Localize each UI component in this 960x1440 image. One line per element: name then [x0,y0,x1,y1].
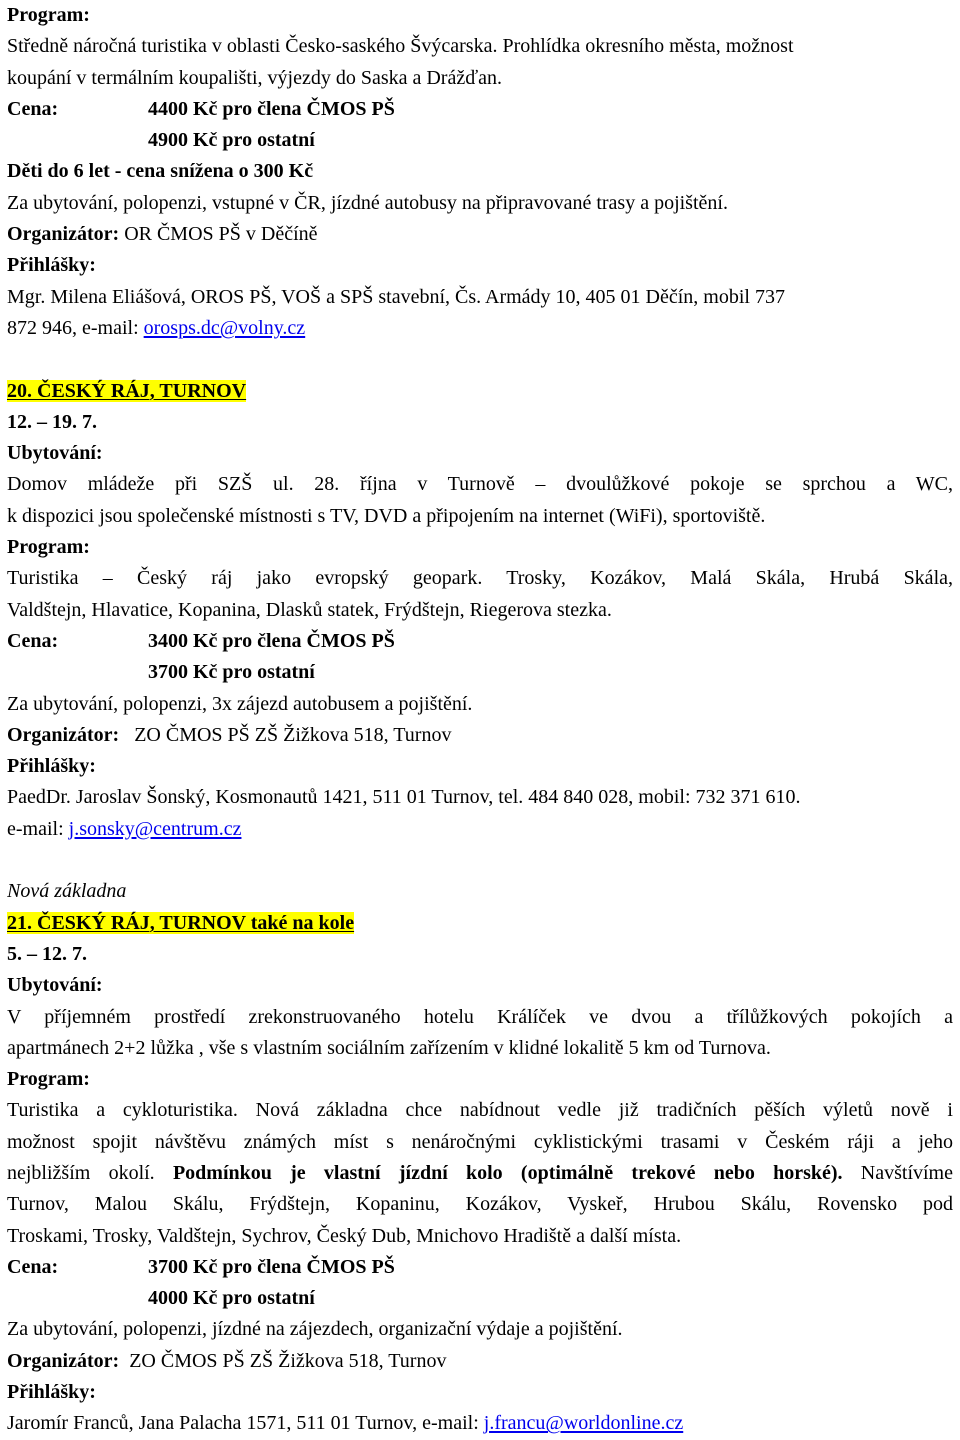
s20-title [7,376,953,407]
s21-email-link[interactable]: j.francu@worldonline.cz [483,1412,684,1435]
s1-program-label: Program: [7,4,90,26]
s1-organizer [7,219,953,250]
s20-price-label: Cena: [7,629,59,652]
s20-accommodation-line-1: Domov mládeže při SZŠ ul. 28. října v Turnově – dvoulůžkové pokoje se sprchou a WC, [7,473,953,496]
s21-accommodation-line-1: V příjemném prostředí zrekonstruovaného hotelu Králíček ve dvou a třílůžkových pokojích a [7,1005,953,1028]
s21-accommodation-label: Ubytování: [7,974,103,997]
s21-applications-label: Přihlášky: [7,1381,96,1404]
s21-price-other-value: 4000 Kč pro ostatní [148,1287,315,1310]
s21-program-line-2: možnost spojit návštěvu známých míst s nenáročnými cyklistickými trasami v Českém ráji a jeho [7,1130,953,1153]
s21-price-member-value: 3700 Kč pro člena ČMOS PŠ [148,1255,395,1278]
s1-contact-line-1: Mgr. Milena Eliášová, OROS PŠ, VOŠ a SPŠ stavební, Čs. Armády 10, 405 01 Děčín, mobil 737 [7,285,785,308]
s1-contact-line-2 [7,313,953,344]
s1-organizer-value: OR ČMOS PŠ v Děčíně [124,223,318,246]
s1-price-member [7,94,953,125]
s1-program-line-2: koupání v termálním koupališti, výjezdy do Saska a Drážďan. [7,66,503,89]
s20-contact-line-2 [7,814,953,845]
s20-organizer-value: ZO ČMOS PŠ ZŠ Žižkova 518, Turnov [134,723,452,746]
s20-contact-prefix: e-mail: [7,817,69,840]
s20-title-text: 20. ČESKÝ RÁJ, TURNOV [7,379,247,402]
s21-program-line-5: Troskami, Trosky, Valdštejn, Sychrov, Český Dub, Mnichovo Hradiště a další místa. [7,1224,682,1247]
s21-price-other [7,1283,953,1314]
s20-program-line-2: Valdštejn, Hlavatice, Kopanina, Dlasků statek, Frýdštejn, Riegerova stezka. [7,598,612,621]
s21-program-label: Program: [7,1068,90,1091]
s20-email-link[interactable]: j.sonsky@centrum.cz [68,817,242,840]
s20-dates: 12. – 19. 7. [7,410,97,433]
s1-includes: Za ubytování, polopenzi, vstupné v ČR, jízdné autobusy na připravované trasy a pojištění. [7,191,728,214]
s20-price-other-value: 3700 Kč pro ostatní [148,661,315,684]
s20-accommodation-label: Ubytování: [7,442,103,465]
s1-applications-label: Přihlášky: [7,254,96,277]
s21-contact [7,1408,953,1439]
s21-includes: Za ubytování, polopenzi, jízdné na zájezdech, organizační výdaje a pojištění. [7,1318,623,1341]
s1-program-line-1: Středně náročná turistika v oblasti Česko-saského Švýcarska. Prohlídka okresního města, možnost [7,35,794,58]
s20-price-member-value: 3400 Kč pro člena ČMOS PŠ [148,629,395,652]
s21-price-member [7,1252,953,1283]
s1-price-other-value: 4900 Kč pro ostatní [148,129,315,152]
s21-organizer-value: ZO ČMOS PŠ ZŠ Žižkova 518, Turnov [129,1349,447,1372]
s1-price-other [7,125,953,156]
s21-organizer-label: Organizátor: [7,1349,120,1372]
s20-price-other [7,657,953,688]
s21-program-line-3c: Navštívíme [842,1161,953,1184]
s20-includes: Za ubytování, polopenzi, 3x zájezd autobusem a pojištění. [7,692,473,715]
s21-accommodation-line-2: apartmánech 2+2 lůžka , vše s vlastním sociálním zařízením v klidné lokalitě 5 km od Turnova. [7,1036,771,1059]
s21-program-line-4: Turnov, Malou Skálu, Frýdštejn, Kopaninu, Kozákov, Vyskeř, Hrubou Skálu, Rovensko pod [7,1193,953,1216]
s1-contact-prefix: 872 946, e-mail: [7,316,144,339]
s20-program-label: Program: [7,536,90,559]
s1-price-label: Cena: [7,97,59,120]
s20-organizer-label: Organizátor: [7,723,120,746]
s20-organizer [7,720,953,751]
s21-program-line-3 [7,1158,953,1189]
s21-title [7,908,953,939]
s21-program-line-3a: nejbližším okolí. [7,1161,173,1184]
s1-email-link[interactable]: orosps.dc@volny.cz [143,316,306,339]
s21-program-condition: Podmínkou je vlastní jízdní kolo (optimálně trekové nebo horské). [172,1161,843,1184]
s21-title-text: 21. ČESKÝ RÁJ, TURNOV také na kole [7,911,355,934]
s21-price-label: Cena: [7,1255,59,1278]
s1-price-member-value: 4400 Kč pro člena ČMOS PŠ [148,97,395,120]
s21-contact-prefix: Jaromír Franců, Jana Palacha 1571, 511 01 Turnov, e-mail: [7,1412,484,1435]
s20-program-line-1: Turistika – Český ráj jako evropský geopark. Trosky, Kozákov, Malá Skála, Hrubá Skála, [7,567,953,590]
s21-dates: 5. – 12. 7. [7,942,87,965]
s20-applications-label: Přihlášky: [7,755,96,778]
s20-contact-line-1: PaedDr. Jaroslav Šonský, Kosmonautů 1421, 511 01 Turnov, tel. 484 840 028, mobil: 732 371 610. [7,786,801,809]
s1-organizer-label: Organizátor: [7,223,120,246]
s21-organizer [7,1346,953,1377]
s1-children-discount: Děti do 6 let - cena snížena o 300 Kč [7,160,314,183]
s20-accommodation-line-2: k dispozici jsou společenské místnosti s TV, DVD a připojením na internet (WiFi), sportoviště. [7,504,766,527]
s21-program-line-1: Turistika a cykloturistika. Nová základna chce nabídnout vedle již tradičních pěších výletů nově i [7,1099,953,1122]
s21-new-base: Nová základna [7,880,127,903]
s20-price-member [7,626,953,657]
